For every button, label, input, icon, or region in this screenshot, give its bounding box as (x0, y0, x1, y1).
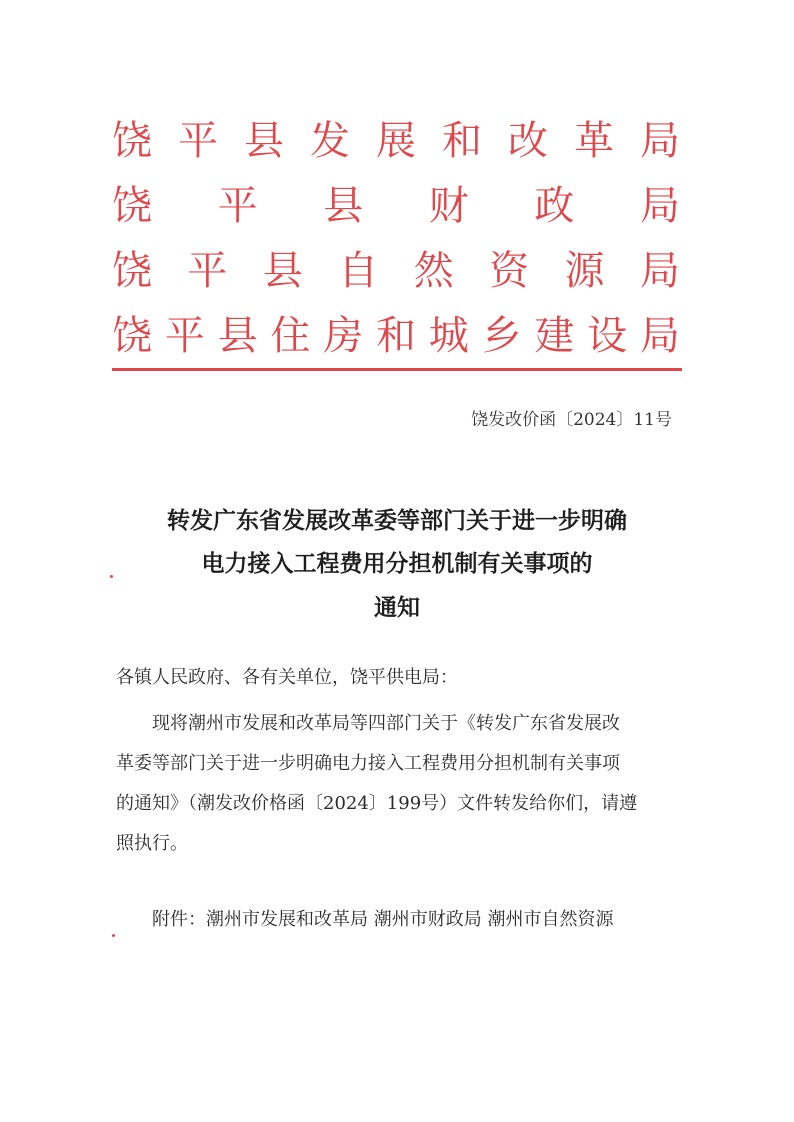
issuer-char: 局 (639, 183, 680, 229)
issuer-char: 饶 (112, 183, 152, 229)
issuer-char: 发 (310, 118, 350, 164)
issuer-char: 政 (534, 183, 575, 229)
issuer-char: 饶 (112, 313, 152, 359)
issuer-char: 局 (639, 313, 680, 359)
issuer-char: 城 (428, 313, 469, 359)
issuer-char: 和 (442, 118, 482, 164)
body-line-2: 革委等部门关于进一步明确电力接入工程费用分担机制有关事项 (116, 753, 620, 774)
issuer-line-natural-resources (112, 248, 680, 294)
title-line-3: 通知 (374, 595, 420, 621)
issuer-char: 县 (323, 183, 364, 229)
issuer-char: 饶 (112, 248, 152, 294)
issuer-char: 自 (338, 248, 379, 294)
issuer-char: 然 (413, 248, 454, 294)
issuer-char: 县 (217, 313, 258, 359)
issuer-char: 和 (375, 313, 416, 359)
issuer-char: 房 (323, 313, 364, 359)
issuer-char: 平 (178, 118, 218, 164)
issuer-char: 平 (217, 183, 258, 229)
issuer-char: 设 (587, 313, 628, 359)
document-number: 饶发改价函〔2024〕11号 (471, 410, 672, 430)
issuer-char: 局 (639, 248, 680, 294)
title-line-1: 转发广东省发展改革委等部门关于进一步明确 (167, 508, 627, 534)
body-line-4: 照执行。 (116, 833, 188, 854)
margin-mark-dot (110, 575, 113, 578)
issuer-char: 展 (376, 118, 416, 164)
issuer-char: 资 (489, 248, 530, 294)
attachment-line: 附件：潮州市发展和改革局 潮州市财政局 潮州市自然资源 (152, 909, 614, 930)
issuer-char: 平 (187, 248, 228, 294)
issuer-line-finance (112, 183, 680, 229)
issuer-line-housing-construction (112, 313, 680, 359)
body-line-1: 现将潮州市发展和改革局等四部门关于《转发广东省发展改 (152, 713, 620, 734)
margin-mark-dot (112, 934, 115, 937)
issuer-line-development-reform (112, 118, 680, 164)
issuer-char: 改 (508, 118, 548, 164)
issuer-char: 县 (244, 118, 284, 164)
issuer-char: 乡 (481, 313, 522, 359)
red-header-divider (112, 368, 682, 371)
body-line-3: 的通知》（潮发改价格函〔2024〕199号）文件转发给你们，请遵 (116, 793, 638, 814)
issuer-char: 源 (564, 248, 605, 294)
issuer-char: 饶 (112, 118, 152, 164)
issuer-char: 财 (428, 183, 469, 229)
issuer-char: 住 (270, 313, 311, 359)
issuer-char: 革 (574, 118, 614, 164)
issuer-char: 建 (534, 313, 575, 359)
issuer-char: 平 (164, 313, 205, 359)
issuer-char: 县 (262, 248, 303, 294)
title-line-2: 电力接入工程费用分担机制有关事项的 (201, 551, 593, 577)
body-paragraph (116, 704, 682, 864)
salutation: 各镇人民政府、各有关单位，饶平供电局： (116, 667, 458, 688)
issuer-char: 局 (640, 118, 680, 164)
